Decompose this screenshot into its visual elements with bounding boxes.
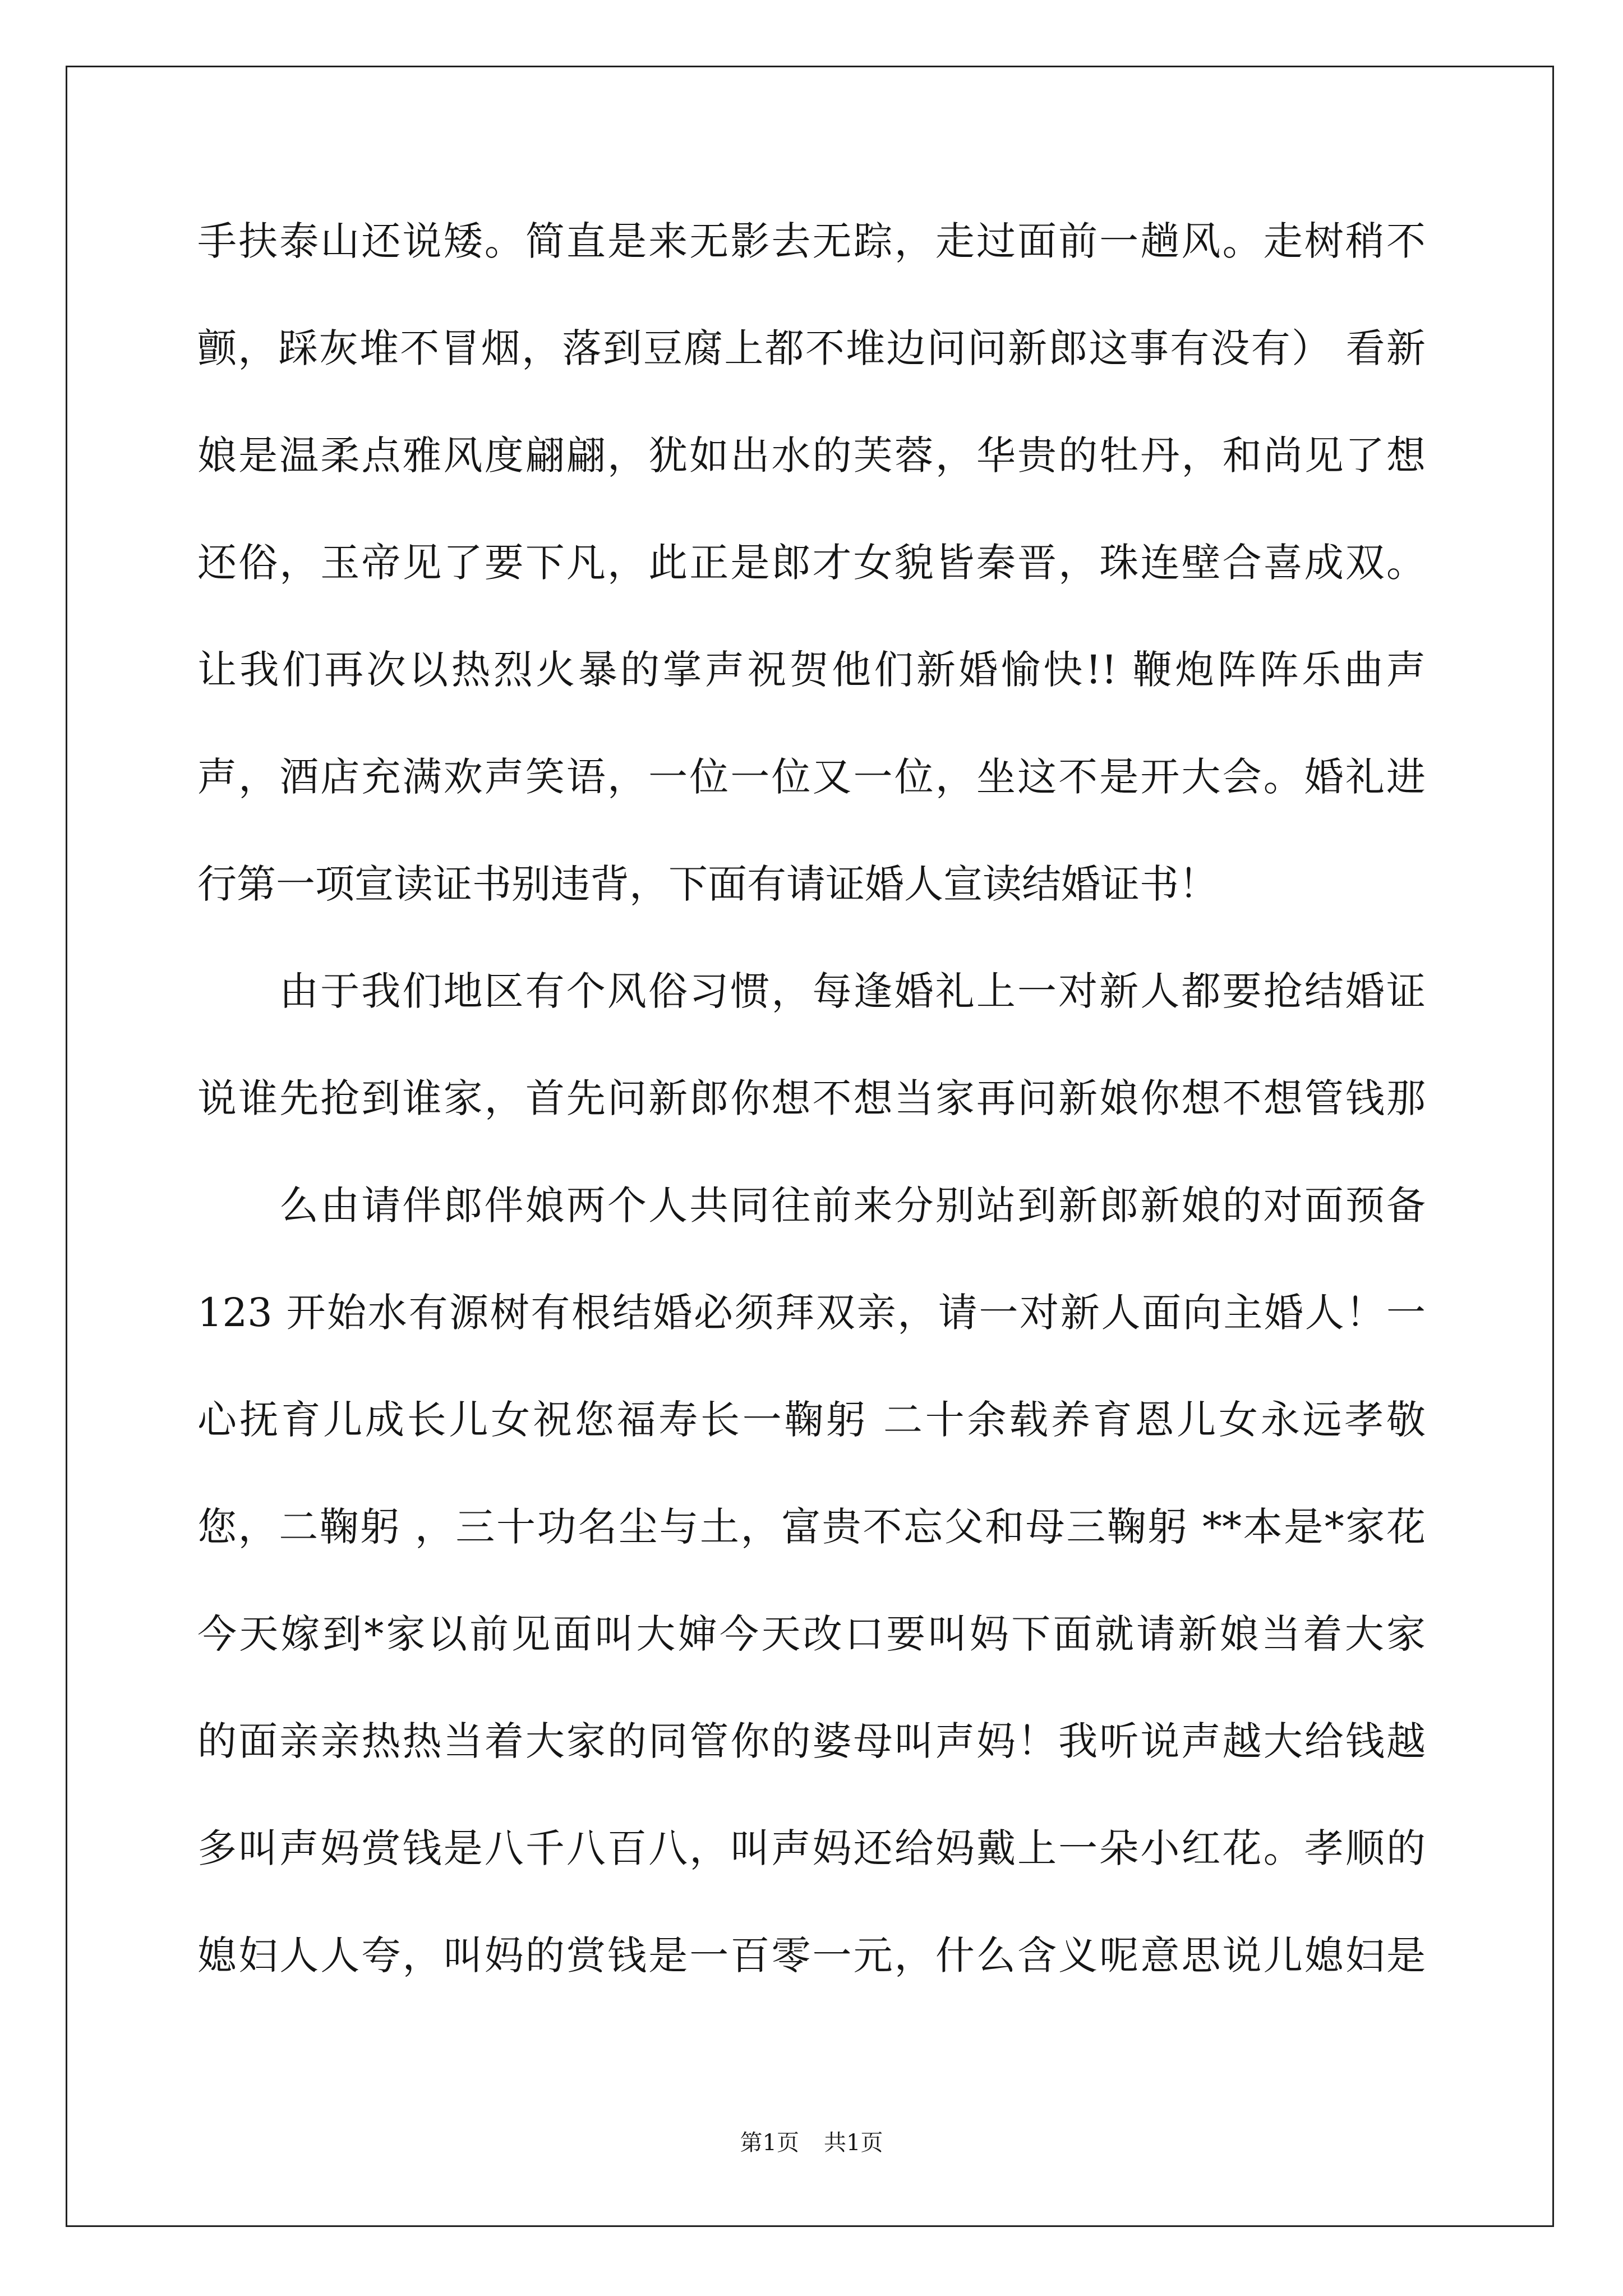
paragraph [197, 938, 1426, 1152]
text-line: 说谁先抢到谁家，首先问新郎你想不想当家再问新娘你想不想管钱那 [197, 1075, 1426, 1121]
text-line: 声，酒店充满欢声笑语，一位一位又一位，坐这不是开大会。婚礼进 [197, 754, 1426, 800]
text-line: 娘是温柔点雅风度翩翩，犹如出水的芙蓉，华贵的牡丹，和尚见了想 [197, 432, 1426, 478]
text-line: 手扶泰山还说矮。简直是来无影去无踪，走过面前一趟风。走树稍不 [197, 218, 1426, 264]
text-line: 的面亲亲热热当着大家的同管你的婆母叫声妈！我听说声越大给钱越 [197, 1718, 1426, 1764]
text-line: 由于我们地区有个风俗习惯，每逢婚礼上一对新人都要抢结婚证 [279, 968, 1426, 1014]
text-line: 多叫声妈赏钱是八千八百八，叫声妈还给妈戴上一朵小红花。孝顺的 [197, 1825, 1426, 1871]
text-line: 您，二鞠躬 ，三十功名尘与土，富贵不忘父和母三鞠躬 **本是*家花 [197, 1504, 1426, 1550]
body-text [197, 188, 1426, 2009]
text-line: 让我们再次以热烈火暴的掌声祝贺他们新婚愉快!! 鞭炮阵阵乐曲声 [197, 647, 1426, 693]
text-line: 么由请伴郎伴娘两个人共同往前来分别站到新郎新娘的对面预备 [279, 1182, 1426, 1228]
text-line: 颤，踩灰堆不冒烟，落到豆腐上都不堆边问问新郎这事有没有） 看新 [197, 325, 1426, 371]
page-total: 共1页 [824, 2130, 883, 2156]
text-line: 行第一项宣读证书别违背，下面有请证婚人宣读结婚证书！ [197, 861, 1218, 907]
page-footer [0, 2127, 1623, 2159]
page-number: 第1页 [740, 2130, 799, 2156]
text-line: 媳妇人人夸，叫妈的赏钱是一百零一元，什么含义呢意思说儿媳妇是 [197, 1932, 1426, 1978]
paragraph [197, 1152, 1426, 2009]
text-line: 今天嫁到*家以前见面叫大婶今天改口要叫妈下面就请新娘当着大家 [197, 1611, 1426, 1657]
text-line: 还俗，玉帝见了要下凡，此正是郎才女貌皆秦晋，珠连壁合喜成双。 [197, 540, 1426, 586]
text-line: 123 开始水有源树有根结婚必须拜双亲，请一对新人面向主婚人！一 [197, 1290, 1426, 1336]
paragraph [197, 188, 1426, 938]
text-line: 心抚育儿成长儿女祝您福寿长一鞠躬 二十余载养育恩儿女永远孝敬 [197, 1397, 1426, 1443]
